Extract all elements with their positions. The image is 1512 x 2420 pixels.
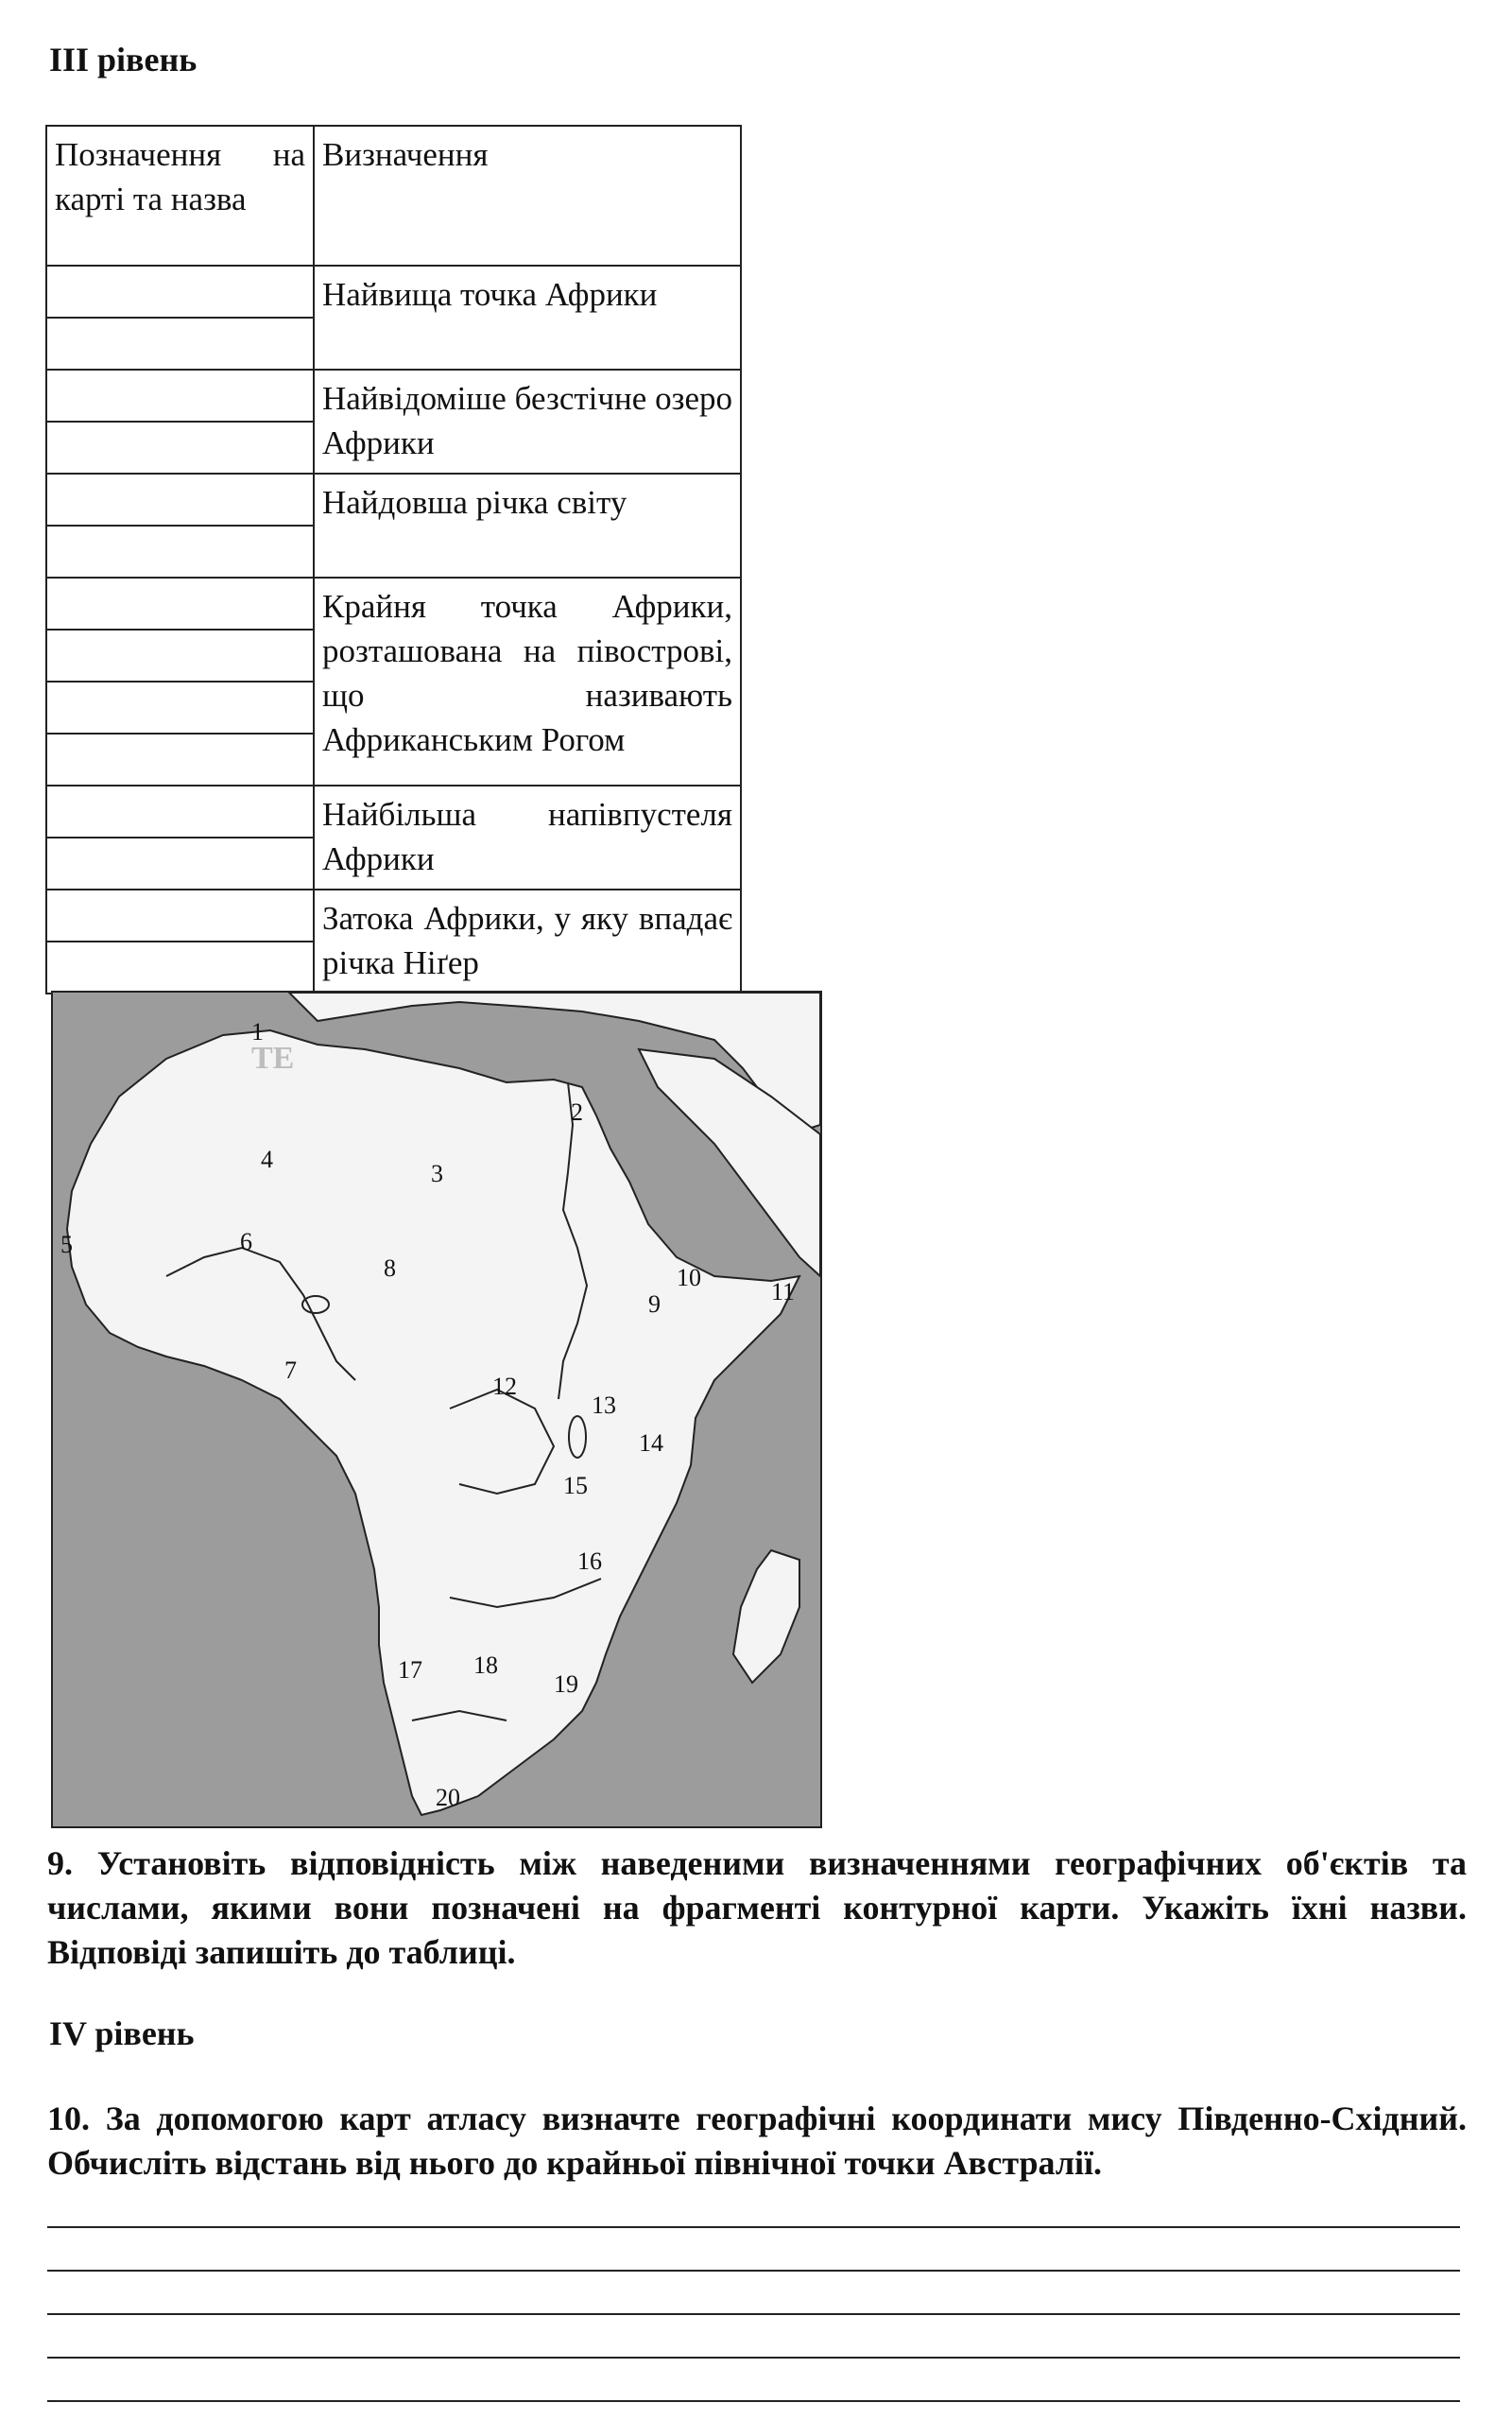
answer-blank[interactable] [47, 941, 313, 993]
answer-blank[interactable] [47, 890, 313, 941]
table-row [46, 266, 741, 370]
answer-cell[interactable] [46, 786, 314, 890]
answer-cell[interactable] [46, 890, 314, 994]
definition-text: Найвідоміше безстічне озеро Африки [322, 380, 732, 461]
answer-blank[interactable] [47, 317, 313, 369]
map-label-15: 15 [563, 1472, 588, 1499]
table-row [46, 578, 741, 786]
answer-blank[interactable] [47, 579, 313, 629]
map-label-12: 12 [492, 1373, 517, 1400]
table-row [46, 786, 741, 890]
answer-blank[interactable] [47, 786, 313, 837]
header-definition-label: Визначення [322, 136, 489, 173]
map-label-7: 7 [284, 1357, 297, 1384]
answer-cell[interactable] [46, 474, 314, 578]
header-cell-definition [314, 126, 741, 266]
map-label-20: 20 [436, 1784, 460, 1811]
level-4-heading: IV рівень [49, 2014, 195, 2052]
map-label-11: 11 [771, 1278, 796, 1305]
definition-cell [314, 890, 741, 994]
table-row [46, 890, 741, 994]
definition-text: Найвища точка Африки [322, 276, 658, 313]
answer-cell[interactable] [46, 578, 314, 786]
map-watermark-text: ТЕ [251, 1041, 295, 1076]
map-label-8: 8 [384, 1254, 396, 1282]
definition-text: Крайня точка Африки, розташована на півострові, що називають Африканським Рогом [322, 588, 732, 758]
map-label-18: 18 [473, 1651, 498, 1679]
africa-contour-map [51, 991, 822, 1828]
definition-cell [314, 578, 741, 786]
map-label-2: 2 [571, 1098, 583, 1126]
map-label-13: 13 [592, 1392, 616, 1419]
map-label-9: 9 [648, 1290, 661, 1318]
task-10-text: 10. За допомогою карт атласу визначте географічні координати мису Південно-Східний. Обчисліть відстань від нього до крайньої північної точки Австралії. [47, 2100, 1467, 2182]
answer-blank[interactable] [47, 421, 313, 473]
answer-blank[interactable] [47, 475, 313, 525]
definition-cell [314, 370, 741, 474]
definition-cell [314, 786, 741, 890]
task-9-text: 9. Установіть відповідність між наведеними визначеннями географічних об'єктів та числами, якими вони позначені на фрагменті контурної карти. Укажіть їхні назви. Відповіді запишіть до таблиці. [47, 1844, 1467, 1971]
answer-blank[interactable] [47, 629, 313, 681]
map-label-10: 10 [677, 1264, 701, 1291]
answer-line[interactable] [47, 2313, 1460, 2315]
level-3-heading: III рівень [49, 41, 198, 78]
header-designation-label: Позначення на карті та назва [55, 136, 305, 217]
map-label-6: 6 [240, 1228, 252, 1255]
answer-cell[interactable] [46, 266, 314, 370]
answer-blank[interactable] [47, 733, 313, 785]
answer-blank[interactable] [47, 525, 313, 577]
answer-blank[interactable] [47, 837, 313, 889]
map-label-4: 4 [261, 1146, 273, 1173]
definition-text: Найдовша річка світу [322, 484, 627, 521]
definition-cell [314, 474, 741, 578]
map-label-5: 5 [60, 1231, 73, 1258]
map-label-1: 1 [251, 1018, 264, 1046]
answer-blank[interactable] [47, 371, 313, 421]
definition-text: Найбільша напівпустеля Африки [322, 796, 732, 877]
map-label-19: 19 [554, 1670, 578, 1698]
answer-line[interactable] [47, 2226, 1460, 2228]
answer-line[interactable] [47, 2270, 1460, 2272]
answer-line[interactable] [47, 2400, 1460, 2402]
map-label-3: 3 [431, 1160, 443, 1187]
definition-cell [314, 266, 741, 370]
table-header-row [46, 126, 741, 266]
answer-blank[interactable] [47, 681, 313, 733]
header-cell-designation [46, 126, 314, 266]
map-figure [53, 993, 820, 1826]
map-label-17: 17 [398, 1656, 422, 1684]
answer-blank[interactable] [47, 267, 313, 317]
map-label-16: 16 [577, 1547, 602, 1575]
table-row [46, 474, 741, 578]
answer-cell[interactable] [46, 370, 314, 474]
definition-text: Затока Африки, у яку впадає річка Ніґер [322, 900, 732, 981]
answer-table [45, 125, 742, 994]
answer-line[interactable] [47, 2357, 1460, 2359]
map-label-14: 14 [639, 1429, 663, 1457]
table-row [46, 370, 741, 474]
